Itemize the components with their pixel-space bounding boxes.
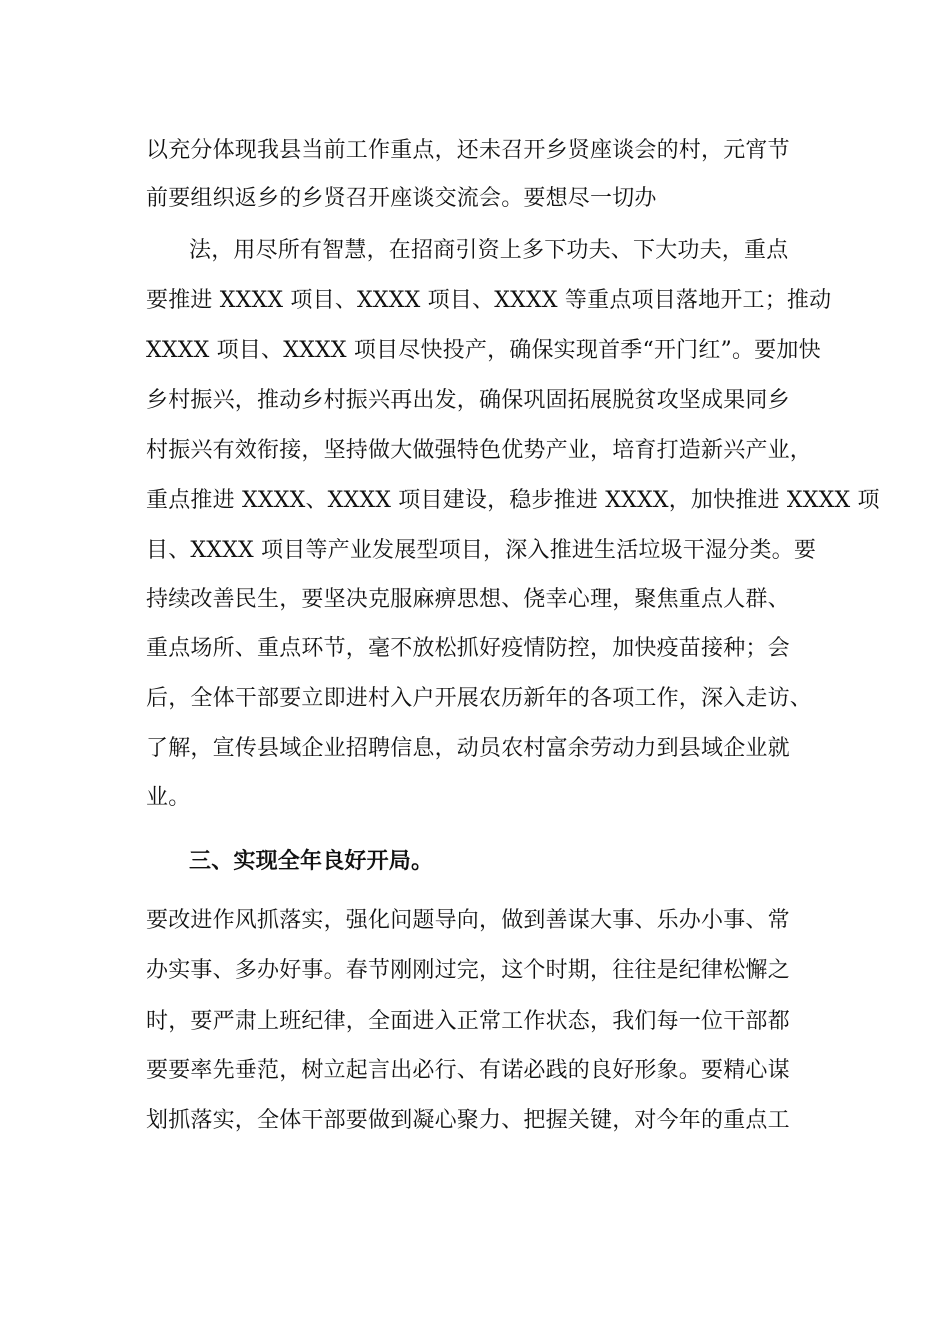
section-heading: 三、实现全年良好开局。 <box>189 848 434 874</box>
text-line: 乡村振兴，推动乡村振兴再出发，确保巩固拓展脱贫攻坚成果同乡 <box>146 388 790 413</box>
text-line: 持续改善民生，要坚决克服麻痹思想、侥幸心理，聚焦重点人群、 <box>146 587 790 612</box>
text-line: XXXX 项目、XXXX 项目尽快投产，确保实现首季“开门红”。要加快 <box>146 338 821 363</box>
text-line: 时，要严肃上班纪律，全面进入正常工作状态，我们每一位干部都 <box>146 1009 790 1034</box>
text-line: 办实事、多办好事。春节刚刚过完，这个时期，往往是纪律松懈之 <box>146 958 790 983</box>
text-line: 了解，宣传县域企业招聘信息，动员农村富余劳动力到县域企业就 <box>146 736 790 761</box>
text-line: 要改进作风抓落实，强化问题导向，做到善谋大事、乐办小事、常 <box>146 908 790 933</box>
text-line: 以充分体现我县当前工作重点，还未召开乡贤座谈会的村，元宵节 <box>146 138 790 163</box>
text-line: 业。 <box>146 785 191 810</box>
text-line: 划抓落实，全体干部要做到凝心聚力、把握关键，对今年的重点工 <box>146 1108 790 1133</box>
text-line: 目、XXXX 项目等产业发展型项目，深入推进生活垃圾干湿分类。要 <box>146 538 817 563</box>
text-line: 要要率先垂范，树立起言出必行、有诺必践的良好形象。要精心谋 <box>146 1058 790 1083</box>
text-line: 前要组织返乡的乡贤召开座谈交流会。要想尽一切办 <box>146 186 657 211</box>
text-line: 村振兴有效衔接，坚持做大做强特色优势产业，培育打造新兴产业， <box>146 438 813 463</box>
text-line: 法，用尽所有智慧，在招商引资上多下功夫、下大功夫，重点 <box>189 238 789 263</box>
text-line: 重点推进 XXXX、XXXX 项目建设，稳步推进 XXXX，加快推进 XXXX 项 <box>146 488 880 513</box>
text-line: 后，全体干部要立即进村入户开展农历新年的各项工作，深入走访、 <box>146 686 813 711</box>
text-line: 要推进 XXXX 项目、XXXX 项目、XXXX 等重点项目落地开工；推动 <box>146 288 832 313</box>
text-line: 重点场所、重点环节，毫不放松抓好疫情防控，加快疫苗接种；会 <box>146 636 790 661</box>
